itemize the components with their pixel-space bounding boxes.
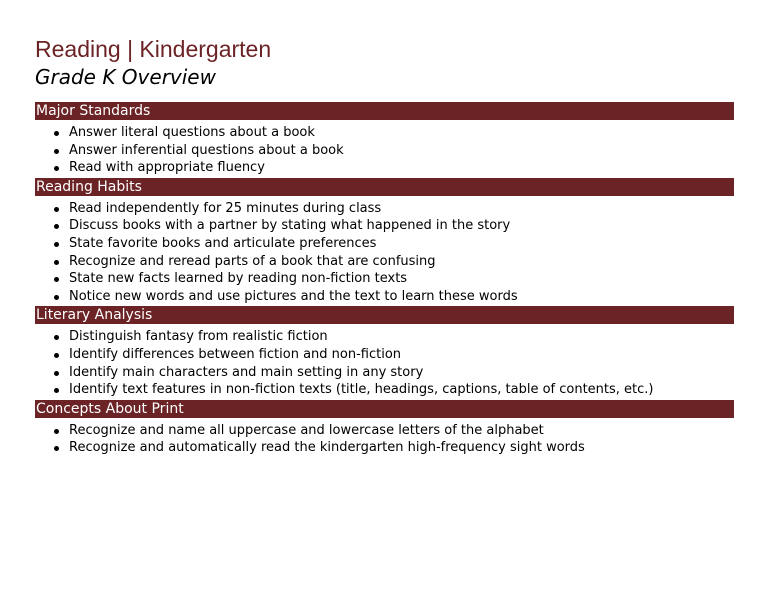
page-title: Reading | Kindergarten bbox=[35, 36, 272, 62]
bullet-icon bbox=[54, 335, 59, 340]
list-item-text: Recognize and reread parts of a book that are confusing bbox=[69, 253, 436, 269]
bullet-icon bbox=[54, 295, 59, 300]
section-heading: Literary Analysis bbox=[35, 306, 734, 324]
page-subtitle: Grade K Overview bbox=[35, 65, 216, 89]
list-item bbox=[35, 159, 734, 177]
list-item bbox=[35, 253, 734, 271]
section-literary-analysis bbox=[35, 306, 734, 399]
bullet-icon bbox=[54, 388, 59, 393]
list-item-text: Identify main characters and main setting in any story bbox=[69, 364, 424, 380]
section-heading: Concepts About Print bbox=[35, 400, 734, 418]
bullet-icon bbox=[54, 131, 59, 136]
list-item-text: State favorite books and articulate preferences bbox=[69, 235, 377, 251]
bullet-icon bbox=[54, 224, 59, 229]
list-item-text: Read independently for 25 minutes during class bbox=[69, 200, 382, 216]
list-item-text: Identify text features in non-fiction texts (title, headings, captions, table of contents, etc.) bbox=[69, 382, 654, 398]
list-item bbox=[35, 381, 734, 399]
list-item bbox=[35, 200, 734, 218]
bullet-list bbox=[35, 196, 734, 307]
bullet-icon bbox=[54, 277, 59, 282]
section-concepts-about-print bbox=[35, 400, 734, 458]
bullet-icon bbox=[54, 166, 59, 171]
section-heading: Major Standards bbox=[35, 102, 734, 120]
bullet-list bbox=[35, 120, 734, 178]
list-item-text: State new facts learned by reading non-fiction texts bbox=[69, 271, 408, 287]
bullet-icon bbox=[54, 371, 59, 376]
list-item-text: Recognize and name all uppercase and lowercase letters of the alphabet bbox=[69, 422, 544, 438]
list-item-text: Answer inferential questions about a book bbox=[69, 142, 344, 158]
list-item bbox=[35, 217, 734, 235]
list-item bbox=[35, 235, 734, 253]
bullet-icon bbox=[54, 242, 59, 247]
bullet-icon bbox=[54, 207, 59, 212]
list-item bbox=[35, 288, 734, 306]
bullet-list bbox=[35, 324, 734, 399]
list-item bbox=[35, 270, 734, 288]
list-item-text: Recognize and automatically read the kindergarten high-frequency sight words bbox=[69, 440, 585, 456]
bullet-icon bbox=[54, 260, 59, 265]
bullet-icon bbox=[54, 429, 59, 434]
list-item bbox=[35, 439, 734, 457]
list-item bbox=[35, 142, 734, 160]
bullet-icon bbox=[54, 149, 59, 154]
list-item bbox=[35, 328, 734, 346]
list-item bbox=[35, 124, 734, 142]
list-item-text: Identify differences between fiction and non-fiction bbox=[69, 346, 402, 362]
list-item bbox=[35, 346, 734, 364]
bullet-icon bbox=[54, 446, 59, 451]
section-reading-habits bbox=[35, 178, 734, 307]
list-item-text: Distinguish fantasy from realistic fiction bbox=[69, 329, 328, 345]
list-item bbox=[35, 422, 734, 440]
document-page bbox=[35, 36, 734, 458]
list-item-text: Notice new words and use pictures and the text to learn these words bbox=[69, 288, 518, 304]
section-major-standards bbox=[35, 102, 734, 178]
bullet-icon bbox=[54, 353, 59, 358]
list-item bbox=[35, 364, 734, 382]
list-item-text: Answer literal questions about a book bbox=[69, 125, 315, 140]
bullet-list bbox=[35, 418, 734, 458]
list-item-text: Read with appropriate fluency bbox=[69, 160, 265, 176]
list-item-text: Discuss books with a partner by stating what happened in the story bbox=[69, 218, 511, 234]
section-heading: Reading Habits bbox=[35, 178, 734, 196]
